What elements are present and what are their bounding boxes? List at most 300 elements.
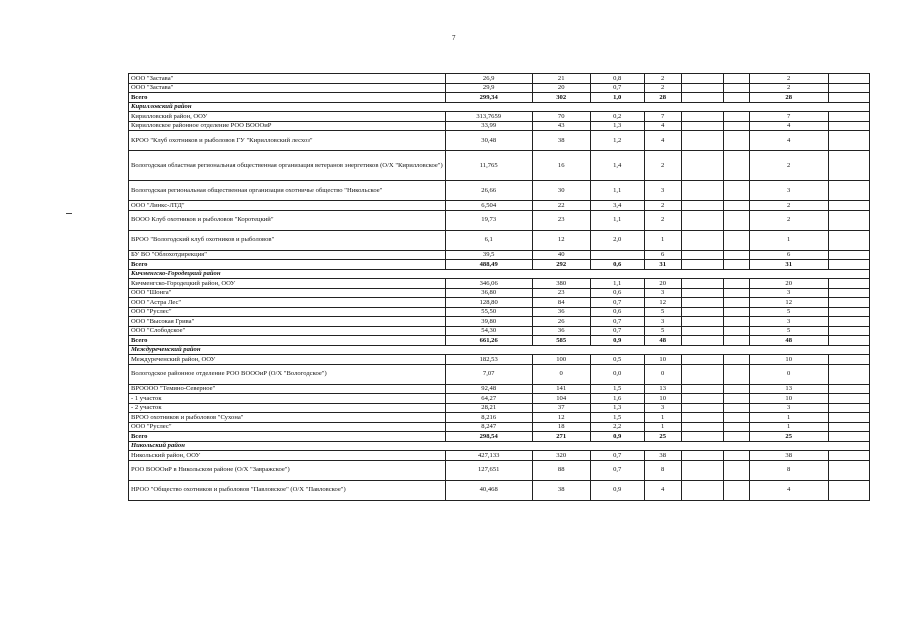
empty-cell [681,230,723,250]
empty-cell [723,131,749,151]
issued-cell: 25 [749,432,828,442]
density-cell: 0,0 [590,364,644,384]
area-cell: 39,80 [445,317,532,327]
density-cell: 1,3 [590,121,644,131]
total-row [129,432,870,442]
area-cell: 427,133 [445,451,532,461]
empty-cell [828,317,869,327]
quota-cell: 7 [644,112,681,122]
empty-cell [828,210,869,230]
quota-cell: 2 [644,83,681,93]
area-cell: 33,99 [445,121,532,131]
density-cell: 0,8 [590,74,644,84]
area-cell: 6,504 [445,201,532,211]
empty-cell [723,326,749,336]
issued-cell: 3 [749,317,828,327]
quota-cell: 3 [644,403,681,413]
empty-cell [681,384,723,394]
table-row [129,230,870,250]
district-name: Междуреченский район [129,345,870,355]
organization-cell: Всего [129,336,446,346]
quota-cell: 3 [644,181,681,201]
quota-cell: 1 [644,230,681,250]
issued-cell: 3 [749,403,828,413]
area-cell: 488,49 [445,260,532,270]
area-cell: 64,27 [445,394,532,404]
organization-cell: ВРОО "Вологодский клуб охотников и рыболовов" [129,230,446,250]
empty-cell [828,384,869,394]
empty-cell [681,307,723,317]
density-cell: 0,7 [590,317,644,327]
density-cell: 0,5 [590,355,644,365]
table-row [129,451,870,461]
organization-cell: Кирилловский район, ООУ [129,112,446,122]
table-row [129,298,870,308]
empty-cell [681,336,723,346]
area-cell: 299,34 [445,93,532,103]
area-cell: 7,07 [445,364,532,384]
area-cell: 182,53 [445,355,532,365]
area-cell: 26,66 [445,181,532,201]
organization-cell: Кичменгско-Городецкий район, ООУ [129,279,446,289]
quota-cell: 4 [644,131,681,151]
quota-cell: 5 [644,307,681,317]
quota-cell: 25 [644,432,681,442]
count-cell: 18 [532,422,590,432]
density-cell: 0,6 [590,288,644,298]
table-body [129,74,870,501]
count-cell: 38 [532,131,590,151]
area-cell: 346,06 [445,279,532,289]
count-cell: 70 [532,112,590,122]
organization-cell: Междуреченский район, ООУ [129,355,446,365]
table-row [129,394,870,404]
quota-cell: 0 [644,364,681,384]
density-cell: 1,2 [590,131,644,151]
empty-cell [681,288,723,298]
area-cell: 127,651 [445,460,532,480]
issued-cell: 2 [749,74,828,84]
quota-cell: 3 [644,317,681,327]
empty-cell [828,121,869,131]
district-header-row [129,345,870,355]
quota-cell: 1 [644,413,681,423]
quota-cell: 1 [644,422,681,432]
density-cell: 0,7 [590,298,644,308]
empty-cell [723,317,749,327]
count-cell: 20 [532,83,590,93]
density-cell: 0,7 [590,451,644,461]
table-row [129,403,870,413]
empty-cell [681,131,723,151]
organization-cell: Всего [129,432,446,442]
empty-cell [723,364,749,384]
density-cell: 1,6 [590,394,644,404]
quota-cell: 13 [644,384,681,394]
empty-cell [723,432,749,442]
empty-cell [681,181,723,201]
area-cell: 19,73 [445,210,532,230]
organization-cell: Всего [129,260,446,270]
quota-cell: 10 [644,394,681,404]
issued-cell: 4 [749,121,828,131]
empty-cell [723,121,749,131]
empty-cell [681,112,723,122]
empty-cell [681,250,723,260]
count-cell: 36 [532,326,590,336]
organization-cell: НРОО "Общество охотников и рыболовов "Павловское" (О/Х "Павловское") [129,480,446,500]
density-cell: 1,0 [590,93,644,103]
empty-cell [828,364,869,384]
empty-cell [828,279,869,289]
organization-cell: - 1 участок [129,394,446,404]
count-cell: 141 [532,384,590,394]
density-cell: 0,2 [590,112,644,122]
area-cell: 92,48 [445,384,532,394]
empty-cell [828,181,869,201]
issued-cell: 7 [749,112,828,122]
table-row [129,181,870,201]
count-cell: 0 [532,364,590,384]
density-cell: 0,7 [590,83,644,93]
organization-cell: ООО "Высокая Грива" [129,317,446,327]
issued-cell: 2 [749,201,828,211]
table-row [129,460,870,480]
empty-cell [681,432,723,442]
table-row [129,480,870,500]
empty-cell [681,480,723,500]
empty-cell [681,83,723,93]
quota-cell: 8 [644,460,681,480]
quota-cell: 3 [644,288,681,298]
quota-cell: 48 [644,336,681,346]
issued-cell: 28 [749,93,828,103]
quota-cell: 2 [644,74,681,84]
area-cell: 28,21 [445,403,532,413]
quota-cell: 12 [644,298,681,308]
empty-cell [828,131,869,151]
empty-cell [828,74,869,84]
organization-cell: БУ ВО "Облохотдирекция" [129,250,446,260]
table-row [129,288,870,298]
count-cell: 22 [532,201,590,211]
quota-cell: 20 [644,279,681,289]
empty-cell [723,460,749,480]
district-header-row [129,441,870,451]
empty-cell [723,422,749,432]
count-cell: 21 [532,74,590,84]
issued-cell: 48 [749,336,828,346]
area-cell: 8,216 [445,413,532,423]
area-cell: 39,5 [445,250,532,260]
organization-cell: РОО ВОООиР в Никольском районе (О/Х "Завражское") [129,460,446,480]
empty-cell [828,151,869,181]
empty-cell [723,250,749,260]
table-row [129,121,870,131]
quota-cell: 2 [644,210,681,230]
density-cell: 1,4 [590,151,644,181]
empty-cell [828,432,869,442]
density-cell: 0,9 [590,432,644,442]
issued-cell: 8 [749,460,828,480]
density-cell [590,250,644,260]
empty-cell [828,413,869,423]
issued-cell: 1 [749,413,828,423]
organization-cell: - 2 участок [129,403,446,413]
empty-cell [828,93,869,103]
issued-cell: 20 [749,279,828,289]
table-row [129,384,870,394]
empty-cell [828,260,869,270]
empty-cell [828,250,869,260]
empty-cell [723,279,749,289]
empty-cell [681,394,723,404]
table-row [129,422,870,432]
issued-cell: 3 [749,181,828,201]
empty-cell [828,336,869,346]
quota-cell: 10 [644,355,681,365]
empty-cell [681,151,723,181]
quota-cell: 4 [644,480,681,500]
organization-cell: ВООО Клуб охотников и рыболовов "Коротецкий" [129,210,446,230]
empty-cell [723,336,749,346]
empty-cell [828,307,869,317]
empty-cell [723,403,749,413]
density-cell: 0,9 [590,336,644,346]
issued-cell: 6 [749,250,828,260]
empty-cell [723,210,749,230]
organization-cell: Вологодская региональная общественная организация охотничье общество "Никольское" [129,181,446,201]
empty-cell [681,422,723,432]
table-row [129,279,870,289]
district-name: Кичменгско-Городецкий район [129,269,870,279]
count-cell: 23 [532,288,590,298]
table-row [129,355,870,365]
empty-cell [681,279,723,289]
empty-cell [828,201,869,211]
organization-cell: Никольский район, ООУ [129,451,446,461]
empty-cell [723,288,749,298]
empty-cell [723,394,749,404]
area-cell: 40,468 [445,480,532,500]
density-cell: 3,4 [590,201,644,211]
table-row [129,131,870,151]
count-cell: 84 [532,298,590,308]
table-row [129,201,870,211]
empty-cell [828,326,869,336]
issued-cell: 2 [749,210,828,230]
empty-cell [828,298,869,308]
density-cell: 0,6 [590,307,644,317]
empty-cell [681,201,723,211]
organization-cell: ООО "Линкс-ЛТД" [129,201,446,211]
empty-cell [681,413,723,423]
empty-cell [723,451,749,461]
organization-cell: Вологодское районное отделение РОО ВОООиР (О/Х "Вологодское") [129,364,446,384]
table-row [129,151,870,181]
area-cell: 54,30 [445,326,532,336]
empty-cell [828,460,869,480]
empty-cell [723,181,749,201]
density-cell: 0,7 [590,326,644,336]
organization-cell: ООО "Руслес" [129,307,446,317]
empty-cell [681,403,723,413]
empty-cell [723,307,749,317]
empty-cell [681,121,723,131]
empty-cell [828,480,869,500]
empty-cell [681,298,723,308]
table-row [129,413,870,423]
count-cell: 271 [532,432,590,442]
issued-cell: 1 [749,230,828,250]
empty-cell [681,326,723,336]
density-cell: 1,5 [590,413,644,423]
count-cell: 320 [532,451,590,461]
empty-cell [681,93,723,103]
organization-cell: КРОО "Клуб охотников и рыболовов ГУ "Кирилловский лесхоз" [129,131,446,151]
scan-mark [66,213,72,214]
issued-cell: 4 [749,131,828,151]
total-row [129,93,870,103]
empty-cell [681,451,723,461]
count-cell: 292 [532,260,590,270]
district-header-row [129,102,870,112]
organization-cell: ООО "Слободское" [129,326,446,336]
empty-cell [828,83,869,93]
empty-cell [723,355,749,365]
area-cell: 30,48 [445,131,532,151]
table-row [129,112,870,122]
empty-cell [828,288,869,298]
density-cell: 0,7 [590,460,644,480]
density-cell: 0,6 [590,260,644,270]
empty-cell [681,355,723,365]
empty-cell [681,260,723,270]
table-row [129,74,870,84]
quota-cell: 5 [644,326,681,336]
empty-cell [828,230,869,250]
count-cell: 38 [532,480,590,500]
density-cell: 1,1 [590,210,644,230]
density-cell: 0,9 [590,480,644,500]
quota-cell: 28 [644,93,681,103]
empty-cell [723,260,749,270]
quota-cell: 31 [644,260,681,270]
empty-cell [723,201,749,211]
area-cell: 36,80 [445,288,532,298]
count-cell: 40 [532,250,590,260]
issued-cell: 12 [749,298,828,308]
organization-cell: ООО "Застава" [129,83,446,93]
empty-cell [723,93,749,103]
density-cell: 1,3 [590,403,644,413]
density-cell: 1,5 [590,384,644,394]
hunting-quota-table [128,73,870,501]
area-cell: 313,7659 [445,112,532,122]
empty-cell [723,298,749,308]
density-cell: 2,0 [590,230,644,250]
empty-cell [723,112,749,122]
area-cell: 11,765 [445,151,532,181]
issued-cell: 2 [749,151,828,181]
quota-cell: 2 [644,151,681,181]
issued-cell: 3 [749,288,828,298]
empty-cell [681,74,723,84]
table-row [129,364,870,384]
count-cell: 12 [532,230,590,250]
issued-cell: 2 [749,83,828,93]
issued-cell: 13 [749,384,828,394]
count-cell: 380 [532,279,590,289]
table-row [129,83,870,93]
organization-cell: ВРОО охотников и рыболовов "Сухона" [129,413,446,423]
density-cell: 1,1 [590,279,644,289]
table-row [129,250,870,260]
district-name: Никольский район [129,441,870,451]
empty-cell [828,355,869,365]
issued-cell: 31 [749,260,828,270]
count-cell: 104 [532,394,590,404]
count-cell: 26 [532,317,590,327]
area-cell: 29,9 [445,83,532,93]
table-row [129,210,870,230]
empty-cell [681,210,723,230]
area-cell: 128,80 [445,298,532,308]
count-cell: 43 [532,121,590,131]
page-number: 7 [452,34,456,42]
empty-cell [723,83,749,93]
quota-cell: 4 [644,121,681,131]
empty-cell [681,364,723,384]
empty-cell [681,317,723,327]
issued-cell: 5 [749,326,828,336]
issued-cell: 38 [749,451,828,461]
empty-cell [828,112,869,122]
table-row [129,317,870,327]
empty-cell [828,394,869,404]
count-cell: 16 [532,151,590,181]
empty-cell [828,403,869,413]
district-header-row [129,269,870,279]
density-cell: 2,2 [590,422,644,432]
empty-cell [723,230,749,250]
count-cell: 30 [532,181,590,201]
empty-cell [723,74,749,84]
empty-cell [723,413,749,423]
count-cell: 36 [532,307,590,317]
issued-cell: 0 [749,364,828,384]
area-cell: 26,9 [445,74,532,84]
count-cell: 302 [532,93,590,103]
issued-cell: 5 [749,307,828,317]
table-row [129,326,870,336]
empty-cell [681,460,723,480]
table-row [129,307,870,317]
area-cell: 298,54 [445,432,532,442]
empty-cell [723,384,749,394]
count-cell: 585 [532,336,590,346]
count-cell: 12 [532,413,590,423]
district-name: Кирилловский район [129,102,870,112]
empty-cell [723,151,749,181]
density-cell: 1,1 [590,181,644,201]
issued-cell: 1 [749,422,828,432]
organization-cell: ООО "Застава" [129,74,446,84]
area-cell: 55,50 [445,307,532,317]
area-cell: 8,247 [445,422,532,432]
issued-cell: 10 [749,394,828,404]
empty-cell [723,480,749,500]
